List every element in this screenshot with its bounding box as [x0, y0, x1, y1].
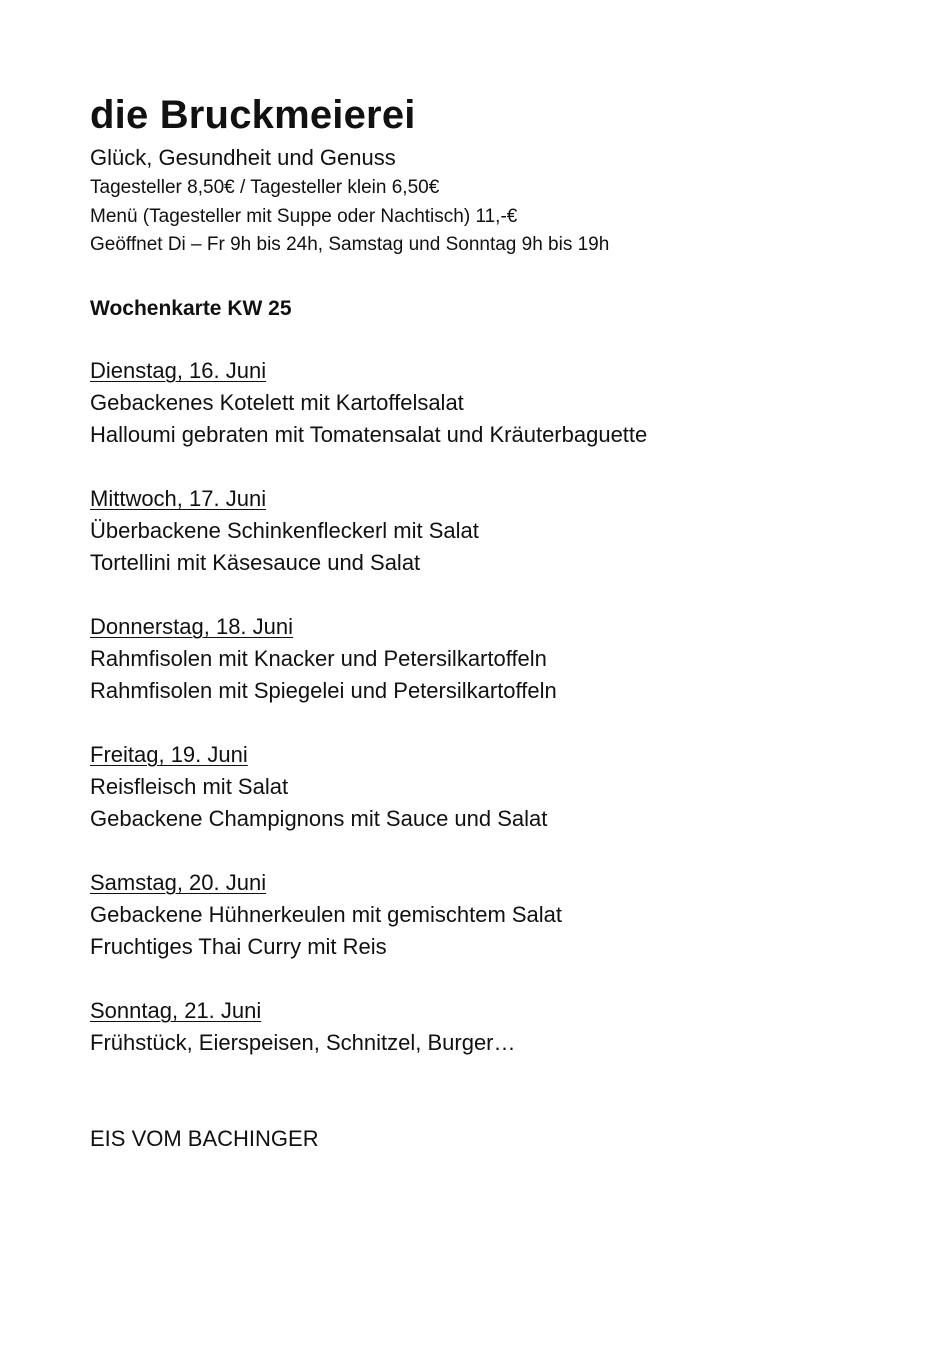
dish-item: Gebackene Hühnerkeulen mit gemischtem Salat — [90, 901, 563, 927]
dish-item: Fruchtiges Thai Curry mit Reis — [90, 934, 387, 959]
dish-item: Frühstück, Eierspeisen, Schnitzel, Burger… — [90, 1029, 516, 1055]
week-title: Wochenkarte KW 25 — [90, 296, 292, 320]
footer-note: EIS VOM BACHINGER — [90, 1126, 319, 1151]
price-info: Tagesteller 8,50€ / Tagesteller klein 6,50€ — [90, 177, 440, 198]
opening-hours: Geöffnet Di – Fr 9h bis 24h, Samstag und Sonntag 9h bis 19h — [90, 234, 610, 255]
dish-item: Reisfleisch mit Salat — [90, 773, 289, 799]
day-heading: Samstag, 20. Juni — [90, 869, 267, 895]
day-section-sunday — [90, 995, 910, 1060]
day-heading: Freitag, 19. Juni — [90, 741, 248, 767]
menu-header — [90, 88, 910, 260]
day-heading: Donnerstag, 18. Juni — [90, 613, 294, 639]
day-section-saturday — [90, 867, 910, 964]
day-section-thursday — [90, 611, 910, 708]
menu-document — [90, 88, 910, 1155]
dish-item: Rahmfisolen mit Spiegelei und Petersilkartoffeln — [90, 678, 557, 703]
dish-item: Tortellini mit Käsesauce und Salat — [90, 550, 421, 575]
dish-item: Rahmfisolen mit Knacker und Petersilkartoffeln — [90, 645, 547, 671]
day-heading: Mittwoch, 17. Juni — [90, 485, 267, 511]
day-section-friday — [90, 739, 910, 836]
dish-item: Halloumi gebraten mit Tomatensalat und Kräuterbaguette — [90, 422, 648, 447]
day-section-wednesday — [90, 483, 910, 580]
dish-item: Überbackene Schinkenfleckerl mit Salat — [90, 517, 479, 543]
restaurant-slogan: Glück, Gesundheit und Genuss — [90, 145, 396, 170]
dish-item: Gebackenes Kotelett mit Kartoffelsalat — [90, 389, 464, 415]
menu-price-info: Menü (Tagesteller mit Suppe oder Nachtisch) 11,-€ — [90, 205, 518, 227]
dish-item: Gebackene Champignons mit Sauce und Salat — [90, 806, 548, 831]
day-heading: Sonntag, 21. Juni — [90, 997, 262, 1023]
day-section-tuesday — [90, 355, 910, 452]
day-heading: Dienstag, 16. Juni — [90, 357, 267, 383]
restaurant-name: die Bruckmeierei — [90, 93, 416, 137]
